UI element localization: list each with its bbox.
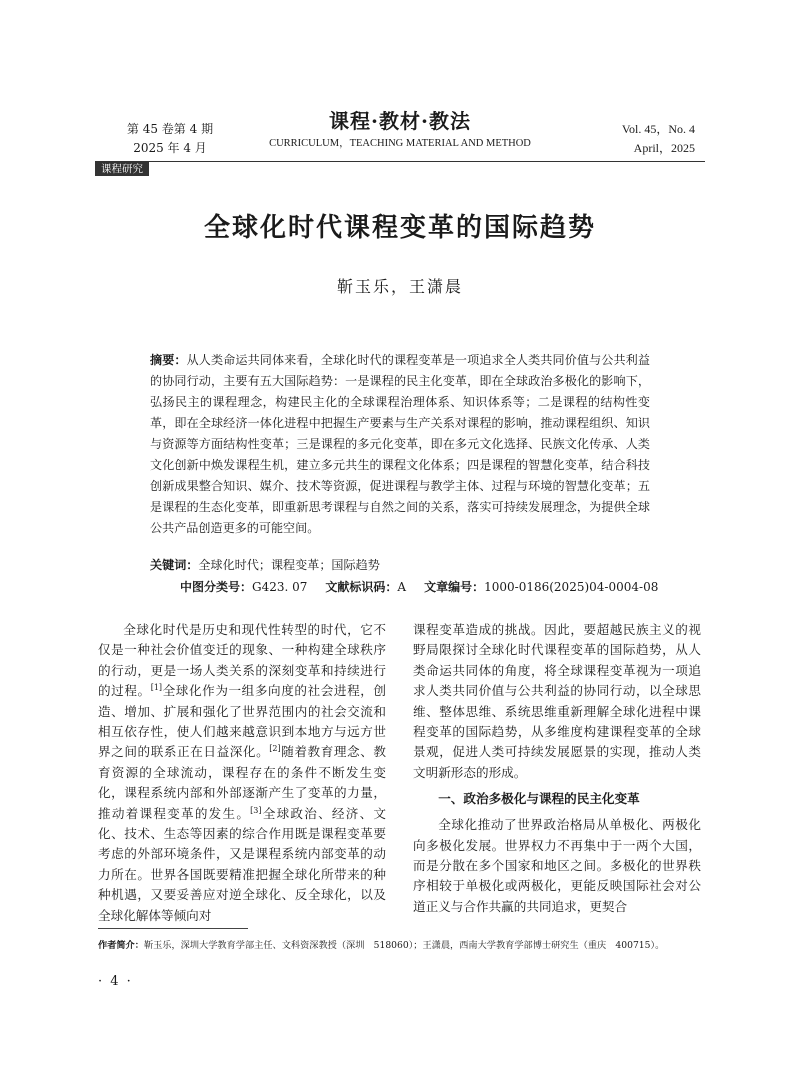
body-text: 全球化作为一组多向度的社会进程，创造、增加、扩展和强化了世界范围内的社会交流和相互依存性，使人们越来越意识到本地方与远方世界之间的联系正在日益深化。 (98, 683, 387, 760)
article-authors: 靳玉乐，王潇晨 (336, 277, 463, 296)
journal-name (250, 108, 550, 152)
date-en: April，2025 (633, 141, 695, 155)
citation-ref[interactable]: [1] (150, 683, 163, 693)
body-text: 全球化时代是历史和现代性转型的时代，它不仅是一种社会价值变迁的现象、一种构建全球秩序的行动，更是一场人类关系的深刻变革和持续进行的过程。 (98, 622, 386, 699)
header-rule (95, 161, 705, 162)
clc-label: 中图分类号： (180, 580, 253, 594)
abstract-label: 摘要： (150, 353, 187, 367)
keywords (150, 555, 650, 576)
citation-ref[interactable]: [3] (250, 805, 262, 815)
body-column-right (413, 620, 701, 917)
volume-issue-en (600, 120, 695, 158)
body-text: 随着教育理念、教育资源的全球流动，课程存在的条件不断发生变化，课程系统内部和外部逐渐产生了变革的力量，推动着课程变革的发生。 (98, 744, 387, 821)
article-number-value: 1000-0186(2025)04-0004-08 (484, 580, 659, 594)
volume-en: Vol. 45，No. 4 (621, 122, 695, 136)
page-number: · 4 · (98, 974, 133, 989)
footnote-rule (98, 928, 248, 929)
section-heading: 一、政治多极化与课程的民主化变革 (438, 791, 640, 807)
keywords-label: 关键词： (150, 558, 199, 572)
doc-code-value: A (397, 580, 407, 594)
body-column-left (98, 620, 386, 926)
volume-cn: 第 45 卷第 4 期 (126, 122, 214, 136)
clc-value: G423. 07 (252, 580, 308, 594)
volume-issue-cn (120, 120, 220, 158)
section-tag: 课程研究 (95, 162, 149, 176)
journal-title-en: CURRICULUM，TEACHING MATERIAL AND METHOD (269, 138, 531, 149)
body-paragraph (98, 620, 386, 926)
article-title: 全球化时代课程变革的国际趋势 (203, 213, 596, 243)
footnote-text: 靳玉乐，深圳大学教育学部主任、文科资深教授（深圳 518060）；王潇晨，西南大学教育学部博士研究生（重庆 400715）。 (143, 940, 665, 951)
citation-ref[interactable]: [2] (269, 744, 281, 754)
abstract-text: 从人类命运共同体来看，全球化时代的课程变革是一项追求全人类共同价值与公共利益的协同行动，主要有五大国际趋势：一是课程的民主化变革，即在全球政治多极化的影响下，弘扬民主的课程理念，构建民主化的全球课程治理体系、知识体系等；二是课程的结构性变革，即在全球经济一体化进程中把握生产要素与生产关系对课程的影响，推动课程组织、知识与资源等方面结构性变革；三是课程的多元化变革，即在多元文化选择、民族文化传承、人类文化创新中焕发课程生机，建立多元共生的课程文化体系；四是课程的智慧化变革，结合科技创新成果整合知识、媒介、技术等资源，促进课程与教学主体、过程与环境的智慧化变革；五是课程的生态化变革，即重新思考课程与自然之间的关系，落实可持续发展理念，为提供全球公共产品创造更多的可能空间。 (150, 353, 650, 535)
keywords-text: 全球化时代；课程变革；国际趋势 (198, 558, 380, 572)
journal-title-cn: 课程·教材·教法 (329, 109, 471, 133)
author-footnote (98, 938, 703, 954)
body-paragraph: 课程变革造成的挑战。因此，要超越民族主义的视野局限探讨全球化时代课程变革的国际趋势，从人类命运共同体的角度，将全球课程变革视为一项追求人类共同价值与公共利益的协同行动，以全球思维、整体思维、系统思维重新理解全球化进程中课程变革的国际趋势，从多维度构建课程变革的全球景观，促进人类可持续发展愿景的实现，推动人类文明新形态的形成。 (413, 622, 701, 780)
abstract (150, 350, 650, 539)
body-paragraph: 全球化推动了世界政治格局从单极化、两极化向多极化发展。世界权力不再集中于一两个大国，而是分散在多个国家和地区之间。多极化的世界秩序相较于单极化或两极化，更能反映国际社会对公道正义与合作共赢的共同追求，更契合 (413, 817, 701, 914)
article-number-label: 文章编号： (424, 580, 485, 594)
doc-code-label: 文献标识码： (325, 580, 398, 594)
body-text: 全球政治、经济、文化、技术、生态等因素的综合作用既是课程变革要考虑的外部环境条件，又是课程系统内部变革的动力所在。世界各国既要精准把握全球化所带来的种种机遇，又要妥善应对逆全球化、反全球化，以及全球化解体等倾向对 (98, 805, 387, 923)
date-cn: 2025 年 4 月 (133, 141, 207, 155)
classification-line (180, 577, 660, 598)
footnote-label: 作者简介： (98, 940, 144, 951)
